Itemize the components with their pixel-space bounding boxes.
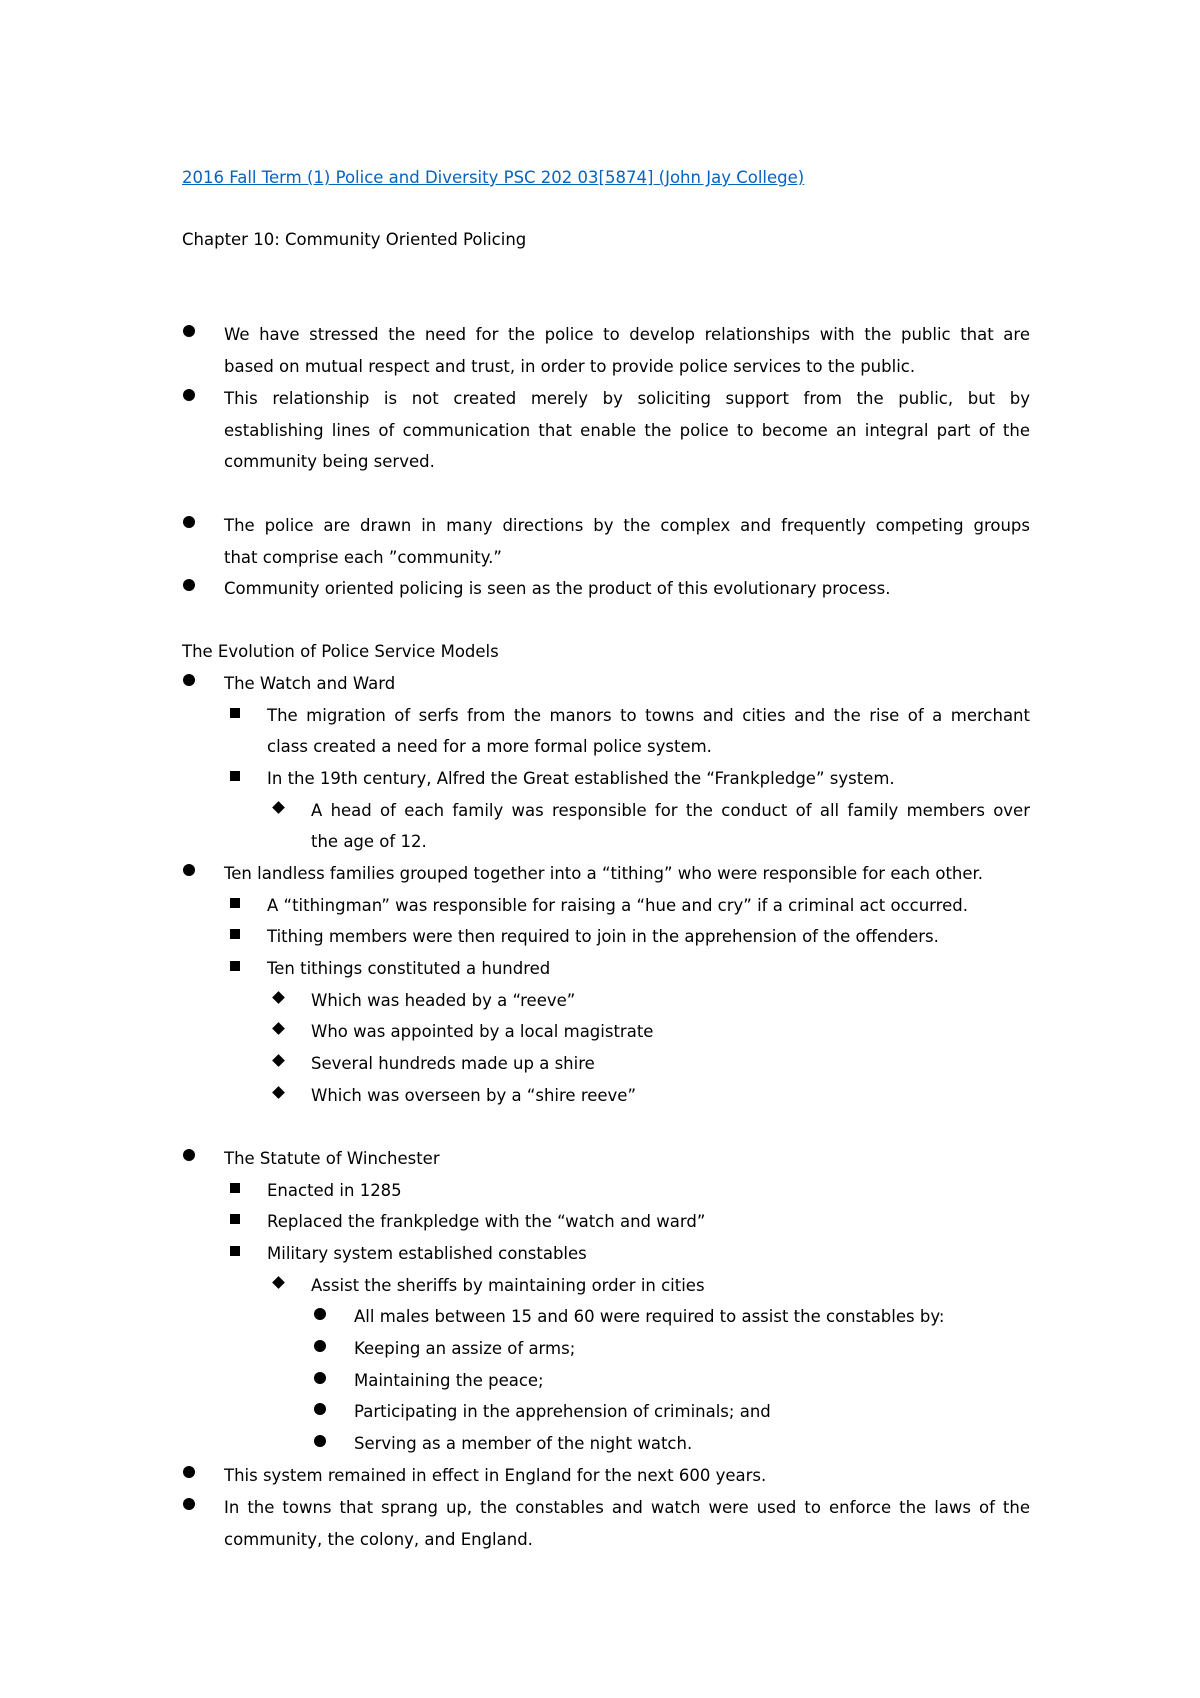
bullet-dot-icon [314, 1435, 326, 1447]
remained-item: This system remained in effect in England for the next 600 years. [224, 1466, 767, 1485]
migration-line1: The migration of serfs from the manors to towns and cities and the rise of a merchant [267, 706, 1030, 725]
bullet-square-icon [230, 898, 240, 908]
course-link[interactable]: 2016 Fall Term (1) Police and Diversity PSC 202 03[5874] (John Jay College) [182, 168, 805, 187]
ten-tithings-item: Ten tithings constituted a hundred [267, 959, 551, 978]
bullet-square-icon [230, 771, 240, 781]
assist-item: Assist the sheriffs by maintaining order in cities [311, 1276, 705, 1295]
bullet-dot-icon [314, 1308, 326, 1320]
bullet-dot-icon [183, 389, 195, 401]
bullet-dot-icon [183, 864, 195, 876]
serving-item: Serving as a member of the night watch. [354, 1434, 693, 1453]
assize-item: Keeping an assize of arms; [354, 1339, 576, 1358]
ten-families-item: Ten landless families grouped together into a “tithing” who were responsible for each other. [224, 864, 984, 883]
bullet-square-icon [230, 708, 240, 718]
participating-item: Participating in the apprehension of criminals; and [354, 1402, 771, 1421]
bullet-dot-icon [183, 516, 195, 528]
bullet-square-icon [230, 1246, 240, 1256]
magistrate-item: Who was appointed by a local magistrate [311, 1022, 654, 1041]
section-heading-evolution: The Evolution of Police Service Models [182, 642, 499, 661]
intro-b3-line2: that comprise each ”community.” [224, 548, 502, 567]
bullet-diamond-icon [272, 1022, 285, 1035]
winchester-title: The Statute of Winchester [224, 1149, 440, 1168]
towns-line1: In the towns that sprang up, the constables and watch were used to enforce the laws of the [224, 1498, 1030, 1517]
tithing-members-item: Tithing members were then required to join in the apprehension of the offenders. [267, 927, 939, 946]
head-of-family-line2: the age of 12. [311, 832, 427, 851]
bullet-square-icon [230, 1214, 240, 1224]
bullet-dot-icon [183, 1149, 195, 1161]
males-item: All males between 15 and 60 were required to assist the constables by: [354, 1307, 945, 1326]
replaced-item: Replaced the frankpledge with the “watch and ward” [267, 1212, 706, 1231]
intro-b3-line1: The police are drawn in many directions by the complex and frequently competing groups [224, 516, 1030, 535]
bullet-square-icon [230, 929, 240, 939]
bullet-dot-icon [183, 1498, 195, 1510]
tithingman-item: A “tithingman” was responsible for raising a “hue and cry” if a criminal act occurred. [267, 896, 968, 915]
shire-reeve-item: Which was overseen by a “shire reeve” [311, 1086, 637, 1105]
bullet-dot-icon [183, 674, 195, 686]
intro-b4-line1: Community oriented policing is seen as the product of this evolutionary process. [224, 579, 891, 598]
shire-item: Several hundreds made up a shire [311, 1054, 595, 1073]
bullet-diamond-icon [272, 991, 285, 1004]
bullet-dot-icon [183, 325, 195, 337]
reeve-item: Which was headed by a “reeve” [311, 991, 576, 1010]
towns-line2: community, the colony, and England. [224, 1530, 533, 1549]
bullet-diamond-icon [272, 1276, 285, 1289]
watch-ward-item: The Watch and Ward [224, 674, 396, 693]
bullet-dot-icon [314, 1403, 326, 1415]
head-of-family-line1: A head of each family was responsible for the conduct of all family members over [311, 801, 1030, 820]
bullet-diamond-icon [272, 1054, 285, 1067]
migration-line2: class created a need for a more formal police system. [267, 737, 712, 756]
bullet-diamond-icon [272, 801, 285, 814]
peace-item: Maintaining the peace; [354, 1371, 544, 1390]
chapter-title: Chapter 10: Community Oriented Policing [182, 230, 527, 249]
intro-b2-line2: establishing lines of communication that enable the police to become an integral part of the [224, 421, 1030, 440]
bullet-square-icon [230, 961, 240, 971]
intro-b2-line1: This relationship is not created merely by soliciting support from the public, but by [224, 389, 1030, 408]
intro-b1-line2: based on mutual respect and trust, in order to provide police services to the public. [224, 357, 916, 376]
bullet-dot-icon [183, 579, 195, 591]
bullet-square-icon [230, 1183, 240, 1193]
alfred-item: In the 19th century, Alfred the Great established the “Frankpledge” system. [267, 769, 895, 788]
bullet-dot-icon [314, 1372, 326, 1384]
intro-b1-line1: We have stressed the need for the police to develop relationships with the public that are [224, 325, 1030, 344]
bullet-dot-icon [314, 1340, 326, 1352]
military-item: Military system established constables [267, 1244, 587, 1263]
enacted-item: Enacted in 1285 [267, 1181, 402, 1200]
intro-b2-line3: community being served. [224, 452, 435, 471]
bullet-dot-icon [183, 1466, 195, 1478]
bullet-diamond-icon [272, 1086, 285, 1099]
